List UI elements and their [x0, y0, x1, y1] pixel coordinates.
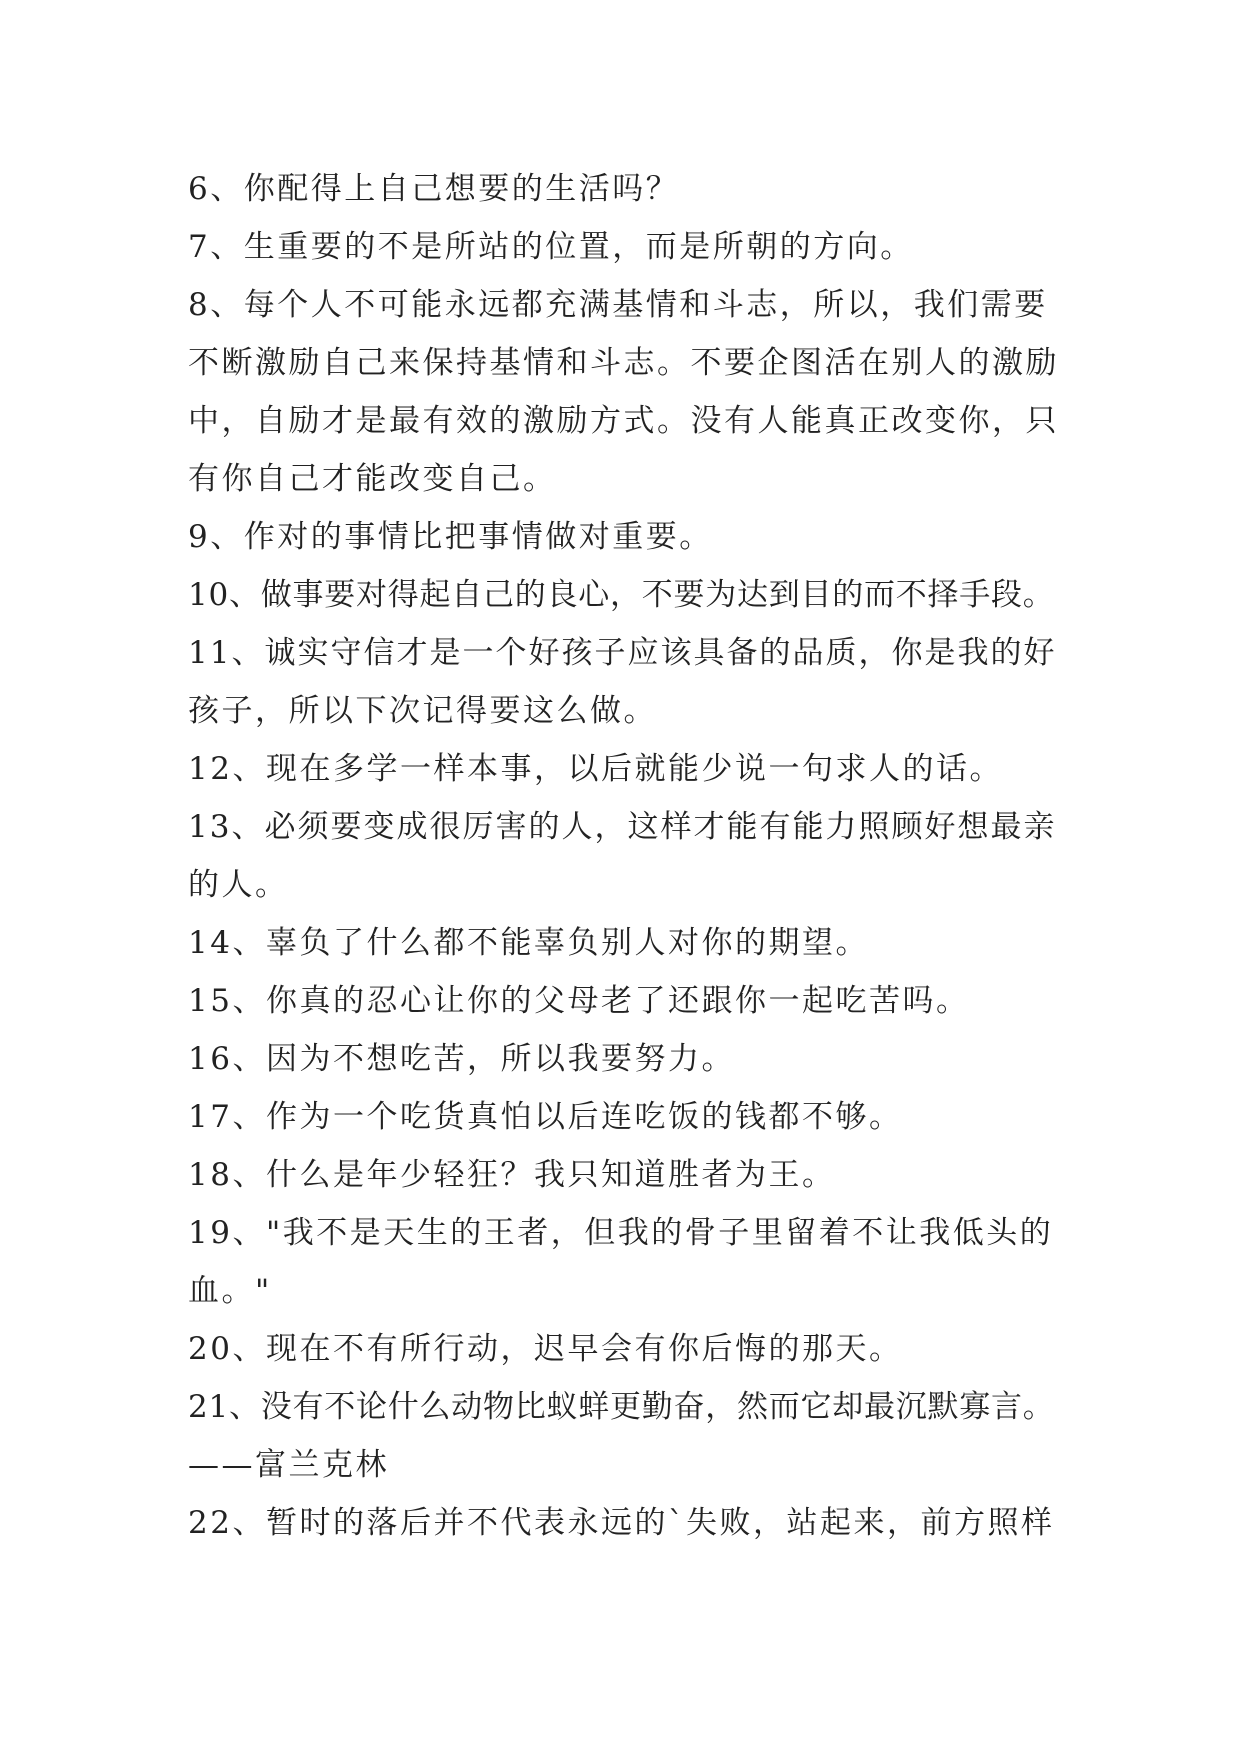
- text-line: 不断激励自己来保持基情和斗志。不要企图活在别人的激励: [188, 345, 1059, 381]
- text-line: ——富兰克林: [188, 1447, 389, 1483]
- text-line: 有你自己才能改变自己。: [188, 461, 557, 497]
- text-line: 18、什么是年少轻狂？我只知道胜者为王。: [188, 1157, 836, 1193]
- document-body: [188, 160, 1060, 1552]
- text-line: 中，自励才是最有效的激励方式。没有人能真正改变你，只: [188, 403, 1059, 439]
- text-line: 19、"我不是天生的王者，但我的骨子里留着不让我低头的: [188, 1215, 1054, 1251]
- text-line: 21、没有不论什么动物比蚁蛘更勤奋，然而它却最沉默寡言。: [188, 1389, 1055, 1425]
- text-line: 17、作为一个吃货真怕以后连吃饭的钱都不够。: [188, 1099, 903, 1135]
- text-line: 的人。: [188, 867, 289, 903]
- text-line: 13、必须要变成很厉害的人，这样才能有能力照顾好想最亲: [188, 809, 1057, 845]
- text-line: 20、现在不有所行动，迟早会有你后悔的那天。: [188, 1331, 903, 1367]
- text-line: 6、你配得上自己想要的生活吗？: [188, 171, 680, 207]
- text-line: 7、生重要的不是所站的位置，而是所朝的方向。: [188, 229, 914, 265]
- text-line: 10、做事要对得起自己的良心，不要为达到目的而不择手段。: [188, 577, 1055, 613]
- text-line: 22、暂时的落后并不代表永远的`失败，站起来，前方照样: [188, 1505, 1055, 1541]
- text-line: 12、现在多学一样本事，以后就能少说一句求人的话。: [188, 751, 1003, 787]
- text-line: 11、诚实守信才是一个好孩子应该具备的品质，你是我的好: [188, 635, 1057, 671]
- text-line: 8、每个人不可能永远都充满基情和斗志，所以，我们需要: [188, 287, 1048, 323]
- text-line: 9、作对的事情比把事情做对重要。: [188, 519, 713, 555]
- text-line: 血。": [188, 1273, 272, 1309]
- text-line: 15、你真的忍心让你的父母老了还跟你一起吃苦吗。: [188, 983, 970, 1019]
- text-line: 14、辜负了什么都不能辜负别人对你的期望。: [188, 925, 869, 961]
- text-line: 孩子，所以下次记得要这么做。: [188, 693, 657, 729]
- text-line: 16、因为不想吃苦，所以我要努力。: [188, 1041, 735, 1077]
